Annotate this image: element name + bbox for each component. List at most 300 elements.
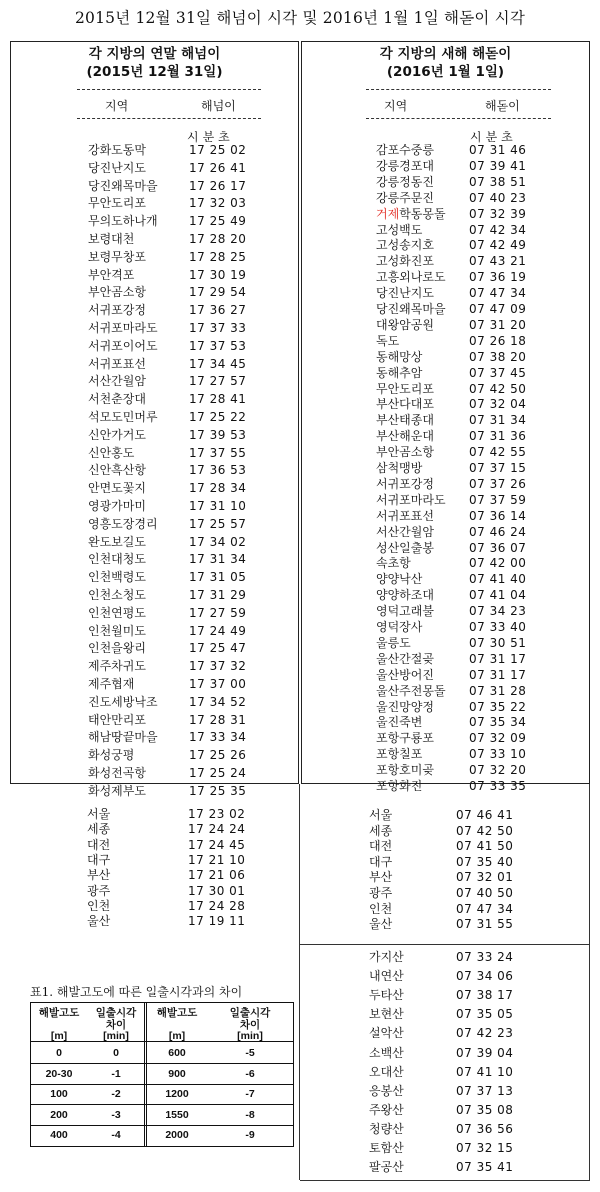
time-value: 17 37 53 [189,338,247,353]
table-row [376,621,539,634]
time-value: 07 47 34 [469,286,527,301]
table-row [376,303,539,316]
region-name: 서산간월암 [376,524,434,539]
table-row [88,589,259,602]
table-row [88,411,259,424]
time-value: 07 33 24 [456,950,514,964]
table-row [376,764,539,777]
region-name: 무안도리포 [376,381,434,396]
region-name: 토함산 [369,1141,404,1155]
time-value: 07 39 04 [456,1045,514,1060]
time-value: 07 47 34 [456,901,514,916]
altitude-cell: 600 [168,1047,186,1059]
time-value: 07 42 55 [469,445,527,460]
table-row [88,286,259,299]
sunset-col-time: 해넘이 [201,99,236,113]
region-name: 신안흑산항 [88,463,146,478]
region-name: 울산방어진 [376,667,434,682]
table-row [87,900,258,913]
time-value: 07 31 28 [469,683,527,698]
region-name: 울릉도 [376,635,411,650]
table-row [376,335,539,348]
lower-center-line [299,784,300,1180]
table-row [376,526,539,539]
time-value: 17 24 28 [188,898,246,913]
region-name: 응봉산 [369,1083,404,1098]
time-value: 17 25 02 [189,143,247,157]
table-row [88,429,259,442]
table-row [369,856,526,869]
region-name: 부안곰소항 [376,445,434,460]
region-name-rest: 학동몽돌 [399,206,446,221]
table-row [369,809,526,822]
region-name: 가지산 [369,950,404,964]
time-value: 07 38 20 [469,349,527,364]
region-name: 주왕산 [369,1102,404,1117]
time-value: 07 37 59 [469,492,527,507]
region-name: 서천춘장대 [88,392,146,407]
region-name: 무의도하나개 [88,214,158,229]
region-name: 부산해운대 [376,429,434,444]
time-value: 07 35 05 [456,1007,514,1022]
page-title: 2015년 12월 31일 해넘이 시각 및 2016년 1월 1일 해돋이 시각 [74,9,526,27]
table-row [376,637,539,650]
time-value: 17 31 29 [189,588,247,602]
region-name: 동해망상 [376,349,423,364]
region-name: 포항호미곶 [376,763,434,778]
region-name: 서귀포강정 [88,303,146,318]
table-row [376,510,539,523]
time-value: 07 42 50 [469,381,527,396]
region-name: 서귀포마라도 [376,492,446,507]
region-name: 부안격포 [88,267,135,282]
time-value: 17 25 49 [189,214,247,229]
time-value: 07 37 15 [469,461,527,475]
time-value: 07 41 10 [456,1064,514,1079]
table-row [88,197,259,210]
table-row [369,1123,526,1136]
time-value: 17 24 24 [188,822,246,837]
region-name: 영덕고래불 [376,604,434,619]
region-name: 양양하조대 [376,588,434,603]
table-row [87,823,258,836]
region-name: 설악산 [369,1026,404,1041]
table-line [31,1084,293,1085]
altitude-table [30,1002,294,1147]
region-name: 영광가마미 [88,499,146,513]
time-value: 07 42 00 [469,556,527,571]
region-name: 포항화진 [376,779,423,793]
region-name: 인천연평도 [88,605,146,620]
table-row [88,447,259,460]
sunset-units: 시분초 [187,130,234,144]
region-name: 울진죽변 [376,715,423,730]
region-name: 두타산 [369,988,404,1003]
time-value: 07 32 09 [469,731,527,746]
region-name: 영흥도장경리 [88,516,158,531]
time-value: 07 30 51 [469,635,527,650]
table-row [88,518,259,531]
header-diff-line1-2: 일출시각 [229,1007,271,1019]
region-name: 삼척맹방 [376,461,423,475]
region-name: 동해추암 [376,365,423,380]
region-name: 강릉경포대 [376,158,434,173]
altitude-cell: 0 [113,1047,119,1059]
sunrise-date: (2016년 1월 1일) [386,64,505,80]
time-value: 17 25 35 [189,783,247,798]
table-row [369,951,526,964]
table-row [88,269,259,282]
table-row [376,239,539,252]
table-row [369,903,526,916]
sunset-heading: 각 지방의 연말 해넘이 [88,46,221,62]
table-row [87,808,258,821]
region-name: 양양낙산 [376,572,423,587]
header-altitude-unit: [m] [50,1030,68,1042]
time-value: 17 34 52 [189,694,247,709]
time-value: 17 23 02 [188,807,246,821]
time-value: 17 36 53 [189,463,247,478]
table-row [88,500,259,513]
region-name: 울진망양정 [376,699,434,714]
region-name: 제주협재 [88,677,135,691]
table-row [376,685,539,698]
table-row [88,571,259,584]
time-value: 07 38 17 [456,988,514,1003]
region-name: 인천월미도 [88,623,146,638]
region-name: 제주차귀도 [88,659,146,674]
table-row [369,825,526,838]
time-value: 07 32 01 [456,870,514,885]
table-row [376,224,539,237]
table-row [88,215,259,228]
time-value: 17 25 24 [189,766,247,780]
time-value: 17 31 10 [189,499,247,513]
table-row [376,478,539,491]
time-value: 17 25 26 [189,748,247,763]
time-value: 17 32 03 [189,196,247,211]
table-row [376,367,539,380]
table-row [87,854,258,867]
table-row [88,660,259,673]
lower-right-line [589,784,590,1180]
time-value: 07 32 04 [469,397,527,412]
time-value: 07 31 17 [469,667,527,682]
time-value: 17 28 20 [189,232,247,246]
time-value: 07 40 50 [456,886,514,900]
time-value: 07 31 55 [456,917,514,932]
region-name: 부산다대포 [376,397,434,412]
region-name: 서울 [369,808,393,822]
table-row [376,192,539,205]
time-value: 07 41 50 [456,839,514,854]
time-value: 07 42 49 [469,238,527,253]
header-altitude-unit-2: [m] [168,1030,186,1042]
table-row [376,573,539,586]
divider [77,89,261,90]
header-diff-unit-2: [min] [237,1030,263,1042]
table-row [376,748,539,761]
table-row [88,464,259,477]
altitude-cell: 100 [50,1088,68,1100]
sunset-panel-frame [10,41,299,798]
region-name: 강릉정동진 [376,174,434,189]
table-row [376,446,539,459]
time-value: 07 46 41 [456,808,514,822]
time-value: 17 28 34 [189,481,247,496]
table-row [369,1027,526,1040]
time-value: 07 41 40 [469,572,527,587]
table-row [369,918,526,931]
table-row [88,678,259,691]
region-name: 세종 [87,822,111,837]
table-row [369,1085,526,1098]
table-row [376,605,539,618]
table-row [88,251,259,264]
region-name: 서산간월암 [88,374,146,389]
time-value: 17 24 49 [189,623,247,638]
sunset-col-region: 지역 [105,99,129,113]
time-value: 07 36 14 [469,508,527,523]
table-row [88,180,259,193]
time-value: 07 35 08 [456,1102,514,1117]
region-name: 부산 [369,870,393,885]
region-name: 대전 [87,837,111,852]
table-row [88,482,259,495]
time-value: 07 26 18 [469,333,527,348]
region-name: 대구 [369,854,393,869]
region-name-highlight: 거제 [376,206,400,221]
altitude-cell: 1550 [165,1108,189,1121]
region-name: 강릉주문진 [376,190,434,205]
time-value: 17 28 41 [189,392,247,407]
region-name: 성산일출봉 [376,540,434,555]
region-name: 인천소청도 [88,588,146,602]
altitude-cell: -2 [111,1088,121,1100]
time-value: 07 36 19 [469,270,527,285]
time-value: 17 26 17 [189,178,247,193]
table-row [376,144,539,157]
altitude-cell: 900 [168,1067,186,1080]
time-value: 17 37 32 [189,659,247,674]
time-value: 07 34 06 [456,969,514,984]
header-diff-line1: 일출시각 [95,1007,137,1019]
time-value: 07 42 23 [456,1026,514,1041]
region-name: 세종 [369,823,393,838]
region-name: 대전 [369,839,393,854]
table-row [88,696,259,709]
table-row [88,785,259,798]
time-value: 17 21 10 [188,852,246,867]
table-row [376,653,539,666]
region-name: 서귀포표선 [88,356,146,371]
sunrise-col-region: 지역 [384,99,408,113]
region-name: 진도세방낙조 [88,694,158,709]
region-name: 인천 [369,901,393,916]
time-value: 17 27 59 [189,605,247,620]
region-name: 석모도민머루 [88,410,158,424]
table-row [369,1047,526,1060]
region-name: 소백산 [369,1045,404,1060]
table-row [88,553,259,566]
table-row [369,1161,526,1174]
time-value: 07 35 22 [469,699,527,714]
region-name: 신안가거도 [88,427,146,442]
table-row [87,885,258,898]
table-row [376,701,539,714]
time-value: 07 36 56 [456,1121,514,1136]
time-value: 17 28 25 [189,249,247,264]
time-value: 07 33 35 [469,779,527,793]
table-row [376,287,539,300]
time-value: 07 36 07 [469,540,527,555]
time-value: 17 25 22 [189,410,247,424]
table-row [369,1104,526,1117]
header-diff-unit: [min] [103,1030,129,1042]
region-name: 오대산 [369,1064,404,1079]
table-row [376,780,539,793]
table-row [88,393,259,406]
region-name: 당진난지도 [88,160,146,175]
table-row [376,208,539,221]
region-name: 울산간절곶 [376,651,434,666]
time-value: 17 26 41 [189,160,247,175]
time-value: 07 31 17 [469,651,527,666]
time-value: 07 32 39 [469,206,527,221]
table-row [88,144,259,157]
time-value: 07 33 40 [469,620,527,634]
header-altitude: 해발고도 [38,1007,80,1019]
time-value: 07 32 15 [456,1141,514,1155]
time-value: 17 37 00 [189,677,247,691]
table-row [376,383,539,396]
header-diff-line2-2: 차이 [239,1019,261,1031]
table-row [88,749,259,762]
time-value: 07 31 34 [469,413,527,428]
time-value: 07 47 09 [469,302,527,316]
region-name: 속초항 [376,556,411,571]
time-value: 07 35 40 [456,854,514,869]
time-value: 07 37 45 [469,365,527,380]
time-value: 17 37 55 [189,445,247,460]
sunset-date: (2015년 12월 31일) [86,64,223,80]
altitude-cell: 0 [56,1047,62,1059]
time-value: 07 37 13 [456,1083,514,1098]
region-name: 청량산 [369,1121,404,1136]
region-name: 당진왜목마을 [88,178,158,193]
divider [366,89,551,90]
region-name: 해남땅끝마을 [88,730,158,745]
sunrise-col-time: 해돋이 [485,99,520,113]
table-row [376,160,539,173]
region-name: 서귀포강정 [376,476,434,491]
table-row [369,970,526,983]
table-row [376,542,539,555]
table-row [88,714,259,727]
time-value: 07 38 51 [469,174,527,189]
region-name: 서귀포표선 [376,508,434,523]
time-value: 17 30 01 [188,883,246,898]
time-value: 07 39 41 [469,158,527,173]
altitude-cell: -4 [111,1129,121,1141]
region-name: 서귀포마라도 [88,321,158,335]
altitude-cell: -9 [245,1129,255,1141]
region-name: 화성전곡항 [88,766,146,780]
time-value: 07 41 04 [469,588,527,603]
region-name: 부산태종대 [376,413,434,428]
table-row [87,915,258,928]
table-row [376,255,539,268]
region-name: 울산 [87,914,111,929]
region-name: 안면도꽃지 [88,481,146,496]
time-value: 17 33 34 [189,730,247,745]
table-row [88,162,259,175]
table-row [369,989,526,1002]
region-name: 무안도리포 [88,196,146,211]
table-row [87,839,258,852]
region-name: 서울 [87,807,111,821]
region-name: 고성백도 [376,222,423,237]
altitude-cell: -6 [245,1067,255,1080]
region-name: 광주 [369,886,393,900]
sunrise-panel-frame [301,41,590,793]
table-row [376,669,539,682]
time-value: 07 33 10 [469,747,527,762]
table-line [31,1063,293,1064]
altitude-cell: 2000 [165,1129,189,1141]
table-row [376,271,539,284]
sunrise-heading: 각 지방의 새해 해돋이 [379,46,512,62]
region-name: 태안만리포 [88,712,146,727]
region-name: 대구 [87,852,111,867]
cities-mountains-divider [300,944,590,945]
table-row [88,767,259,780]
table-row [376,462,539,475]
table-row [376,557,539,570]
time-value: 07 34 23 [469,604,527,619]
table-row [369,840,526,853]
time-value: 07 42 50 [456,823,514,838]
region-name: 보령무창포 [88,249,146,264]
time-value: 07 40 23 [469,190,527,205]
header-diff-line2: 차이 [105,1019,127,1031]
region-name: 포항칠포 [376,747,423,762]
altitude-cell: 20-30 [45,1067,73,1080]
region-name: 내연산 [369,969,404,984]
region-name: 강화도동막 [88,143,146,157]
region-name: 보현산 [369,1007,404,1022]
table-row [87,869,258,882]
table-row [88,536,259,549]
time-value: 17 25 57 [189,516,247,531]
divider [366,118,551,119]
time-value: 07 35 41 [456,1160,514,1175]
time-value: 17 29 54 [189,285,247,300]
table-row [376,732,539,745]
region-name: 당진왜목마을 [376,302,446,316]
table-row [376,589,539,602]
region-name: 화성제부도 [88,783,146,798]
time-value: 17 30 19 [189,267,247,282]
time-value: 17 21 06 [188,868,246,883]
sunrise-units: 시분초 [470,130,517,144]
table-row [88,607,259,620]
region-name: 울산 [369,917,393,932]
region-name: 인천을왕리 [88,641,146,656]
region-name: 부산 [87,868,111,883]
table-row [369,871,526,884]
time-value: 17 36 27 [189,303,247,318]
